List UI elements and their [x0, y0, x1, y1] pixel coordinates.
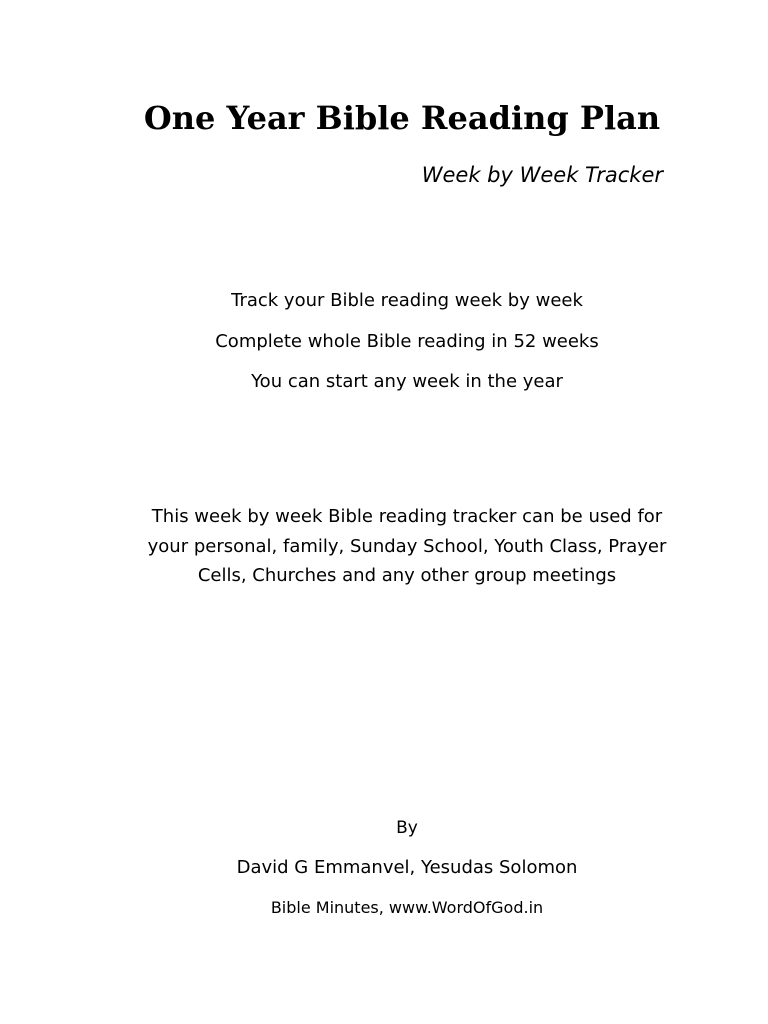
page-subtitle: Week by Week Tracker — [421, 163, 663, 187]
intro-line-tracking: Track your Bible reading week by week — [231, 290, 583, 311]
page-title: One Year Bible Reading Plan — [143, 99, 661, 137]
publisher-line: Bible Minutes, www.WordOfGod.in — [270, 898, 544, 917]
intro-line-completion: Complete whole Bible reading in 52 weeks — [215, 331, 599, 352]
byline-label: By — [396, 818, 418, 838]
intro-line-start-anytime: You can start any week in the year — [251, 371, 563, 392]
authors-line: David G Emmanvel, Yesudas Solomon — [236, 857, 578, 878]
usage-description: This week by week Bible reading tracker can be used for your personal, family, Sunday School, Youth Class, Prayer Cells, Churches and any other group meetings — [147, 506, 667, 587]
